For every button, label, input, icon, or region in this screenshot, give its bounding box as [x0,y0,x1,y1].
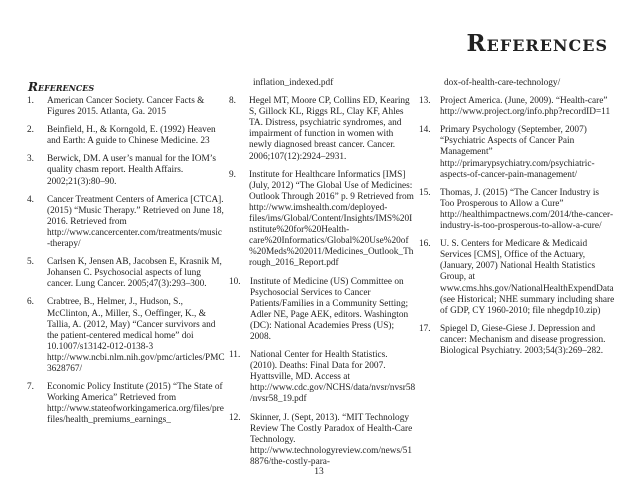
reference-text: Hegel MT, Moore CP, Collins ED, Kearing S, Gillock KL, Riggs RL, Clay KF, Ahles TA. Distress, psychiatric syndromes, and impairment of function in women with newly diagnosed breast cancer. Cancer. 2006;107(12):2924–2931. [249,96,410,162]
reference-item [27,257,225,290]
reference-text: Primary Psychology (September, 2007) “Psychiatric Aspects of Cancer Pain Management” http://primarypsychiatry.com/psychiatric-aspects-of-cancer-pain-management/ [440,125,595,180]
reference-number: 7. [27,382,34,393]
reference-item [419,239,615,317]
reference-list-3 [419,96,615,357]
reference-text: Beinfield, H., & Korngold, E. (1992) Heaven and Earth: A guide to Chinese Medicine. 23 [47,125,216,147]
reference-item [27,96,225,118]
reference-item [229,170,416,270]
page-number: 13 [314,467,324,477]
reference-number: 9. [229,169,236,180]
reference-item [419,188,615,232]
reference-number: 1. [27,96,34,106]
reference-item [27,125,225,147]
reference-text: Institute for Healthcare Informatics [IMS] (July, 2012) “The Global Use of Medicines: Outlook Through 2016” p. 9 Retrieved from http://www.imshealth.com/deployed-files/ims/Global/Content/Insights/IMS%20Institute%20for%20Health-care%20Informatics/Global%20Use%20of%20Meds%202011/Medicines_Outlook_Through_2016_Report.pdf [249,169,414,269]
reference-text: Crabtree, B., Helmer, J., Hudson, S., McClinton, A., Miller, S., Oeffinger, K., & Tallia, A. (2012, May) “Cancer survivors and the patient-centered medical home” doi 10.1007/s13142-012-0138-3 http://www.ncbi.nlm.nih.gov/pmc/articles/PMC3628767/ [47,297,225,374]
reference-number: 4. [27,194,34,205]
reference-text: National Center for Health Statistics. (2010). Deaths: Final Data for 2007. Hyattsville, MD. Access at http://www.cdc.gov/NCHS/data/nvsr/nvsr58/nvsr58_19.pdf [250,350,416,405]
reference-number: 8. [229,96,236,107]
reference-item [229,413,416,468]
reference-item [27,154,225,187]
reference-item [419,96,615,118]
reference-text: Spiegel D, Giese-Giese J. Depression and cancer: Mechanism and disease progression. Biological Psychiatry. 2003;54(3):269–282. [440,323,606,356]
reference-item [27,297,225,375]
reference-item [229,96,416,163]
reference-number: 13. [419,96,431,107]
reference-list-2 [229,96,416,468]
reference-text: Institute of Medicine (US) Committee on Psychosocial Services to Cancer Patients/Families in a Community Setting; Adler NE, Page AEK, editors. Washington (DC): National Academies Press (US); 2008. [250,276,409,342]
reference-number: 15. [419,187,431,198]
reference-item [419,125,615,180]
reference-column-3 [419,78,615,364]
reference-item [229,277,416,344]
reference-number: 17. [419,323,431,334]
reference-number: 12. [229,412,241,423]
reference-item [27,382,225,426]
reference-text: Project America. (June, 2009). “Health-care” http://www.project.org/info.php?recordID=11 [440,96,611,118]
reference-number: 10. [229,276,241,287]
reference-column-1 [27,96,225,433]
reference-column-2 [229,78,416,475]
reference-continuation: inflation_indexed.pdf [253,78,334,88]
reference-text: American Cancer Society. Cancer Facts & Figures 2015. Atlanta, Ga. 2015 [47,96,205,118]
reference-text: Cancer Treatment Centers of America [CTCA]. (2015) “Music Therapy.” Retrieved on June 18, 2016. Retrieved from http://www.cancercenter.com/treatments/music-therapy/ [47,194,224,250]
reference-number: 11. [229,350,241,361]
section-heading: References [28,80,95,94]
reference-item [419,324,615,357]
reference-number: 2. [27,125,34,136]
reference-number: 5. [27,257,34,268]
reference-number: 3. [27,154,34,165]
reference-item [229,350,416,405]
reference-text: Carlsen K, Jensen AB, Jacobsen E, Krasnik M, Johansen C. Psychosocial aspects of lung cancer. Lung Cancer. 2005;47(3):293–300. [47,257,222,290]
reference-item [27,195,225,250]
reference-text: Berwick, DM. A user’s manual for the IOM’s quality chasm report. Health Affairs. 2002;21(3):80–90. [47,154,216,187]
page-title: References [466,30,608,57]
reference-text: Thomas, J. (2015) “The Cancer Industry is Too Prosperous to Allow a Cure” http://healthimpactnews.com/2014/the-cancer-industry-is-too-prosperous-to-allow-a-cure/ [440,187,614,232]
reference-number: 14. [419,125,431,136]
reference-text: Skinner, J. (Sept, 2013). “MIT Technology Review The Costly Paradox of Health-Care Technology. http://www.technologyreview.com/news/518876/the-costly-para- [250,412,413,467]
reference-text: Economic Policy Institute (2015) “The State of Working America” Retrieved from http://www.stateofworkingamerica.org/files/prefiles/health_premiums_earnings_ [47,382,224,426]
reference-number: 6. [27,297,34,308]
reference-number: 16. [419,239,431,250]
reference-continuation: dox-of-health-care-technology/ [444,78,561,88]
reference-text: U. S. Centers for Medicare & Medicaid Services [CMS], Office of the Actuary, (January, 2007) National Health Statistics Group, at www.cms.hhs.gov/NationalHealthExpendData (see Historical; NHE summary including share of GDP, CY 1960-2010; file nhegdp10.zip) [440,239,615,316]
